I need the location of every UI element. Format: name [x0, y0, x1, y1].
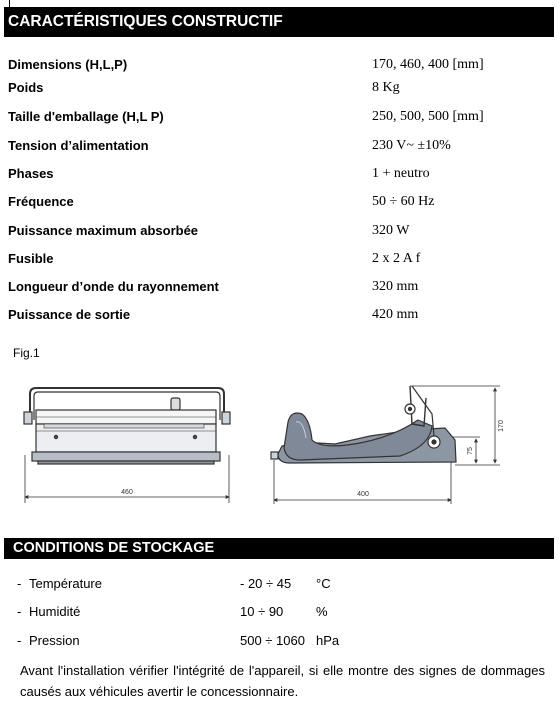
spec-value: 1 + neutro: [372, 166, 430, 181]
spec-label: Puissance maximum absorbée: [8, 223, 199, 238]
spec-label: Dimensions (H,L,P): [8, 57, 128, 72]
spec-label: Poids: [8, 80, 44, 95]
spec-label: Puissance de sortie: [8, 307, 131, 322]
spec-value: 2 x 2 A f: [372, 251, 421, 266]
spec-row-voltage: [0, 136, 559, 156]
side-inner-height-label: 75: [467, 447, 474, 455]
spec-label: Fréquence: [8, 194, 74, 209]
spec-value: 320 W: [372, 223, 410, 238]
side-view-drawing: [271, 386, 500, 504]
storage-row-humidity: [0, 602, 559, 622]
spec-value: 320 mm: [372, 279, 419, 294]
storage-row-pressure: [0, 631, 559, 651]
spec-row-wavelength: [0, 277, 559, 297]
list-dash: -: [17, 633, 22, 648]
top-tick-mark: [9, 0, 10, 7]
spec-row-package-size: [0, 107, 559, 127]
list-dash: -: [17, 604, 22, 619]
side-height-label: 170: [498, 420, 505, 432]
side-depth-label: 400: [357, 491, 369, 498]
storage-value: 500 ÷ 1060: [240, 633, 305, 648]
spec-label: Fusible: [8, 251, 54, 266]
storage-row-temperature: [0, 574, 559, 594]
spec-label: Phases: [8, 166, 54, 181]
spec-value: 8 Kg: [372, 80, 400, 95]
spec-label: Tension d’alimentation: [8, 138, 149, 153]
spec-row-frequency: [0, 192, 559, 212]
list-dash: -: [17, 576, 22, 591]
spec-row-phases: [0, 164, 559, 184]
storage-unit: hPa: [316, 633, 340, 648]
front-view-drawing: [24, 388, 230, 503]
storage-value: - 20 ÷ 45: [240, 576, 292, 591]
spec-label: Taille d'emballage (H,L P): [8, 109, 164, 124]
spec-value: 420 mm: [372, 307, 419, 322]
storage-unit: %: [316, 604, 328, 619]
spec-row-dimensions: [0, 55, 559, 75]
spec-value: 50 ÷ 60 Hz: [372, 194, 435, 209]
figure-label: Fig.1: [13, 346, 40, 360]
technical-drawing: [0, 370, 559, 530]
spec-value: 170, 460, 400 [mm]: [372, 57, 484, 72]
storage-label: Humidité: [29, 604, 81, 619]
storage-label: Pression: [29, 633, 80, 648]
spec-value: 250, 500, 500 [mm]: [372, 109, 484, 124]
section-header-storage: CONDITIONS DE STOCKAGE: [4, 538, 554, 559]
spec-row-output-power: [0, 305, 559, 325]
spec-value: 230 V~ ±10%: [372, 138, 451, 153]
front-width-label: 460: [121, 489, 133, 496]
spec-row-weight: [0, 78, 559, 98]
storage-label: Température: [29, 576, 102, 591]
installation-note: Avant l'installation vérifier l'intégrité de l'appareil, si elle montre des signes de dommages causés aux véhicules avertir le concessionnaire.: [20, 663, 545, 699]
section-header-construction: CARACTÉRISTIQUES CONSTRUCTIF: [4, 7, 554, 37]
spec-row-fuse: [0, 249, 559, 269]
spec-row-max-power: [0, 221, 559, 241]
storage-value: 10 ÷ 90: [240, 604, 284, 619]
storage-unit: °C: [316, 576, 331, 591]
spec-label: Longueur d’onde du rayonnement: [8, 279, 219, 294]
